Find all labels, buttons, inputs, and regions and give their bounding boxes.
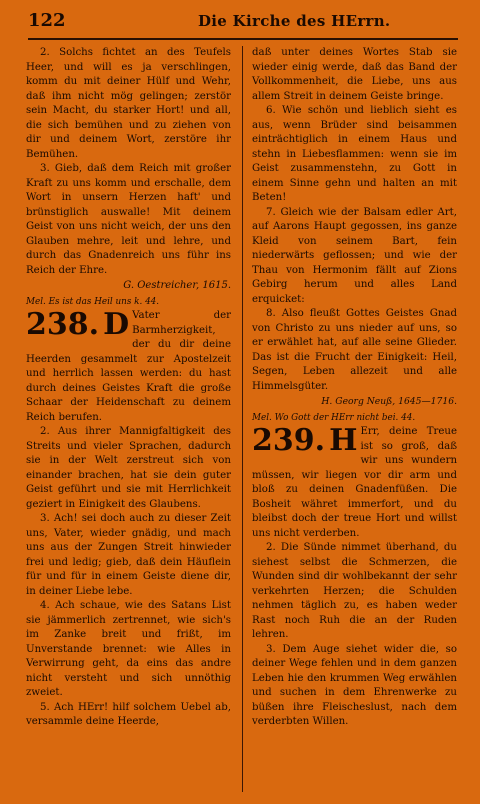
- verse-paragraph: 2. Solchs fichtet an des Teufels Heer, und will es ja verschlingen, komm du mit deiner Hülf und Wehr, daß ihm nicht mög gelingen; zerstör sein Macht, du starker Hort! und all, die sich bemühen und zu ziehen von dir und deinem Wort, zerstöre ihr Bemühen.: [26, 47, 231, 160]
- author-credit: H. Georg Neuß, 1645—1716.: [321, 396, 457, 407]
- verse-paragraph: 5. Ach HErr! hilf solchem Uebel ab, versammle deine Heerde,: [26, 701, 231, 727]
- column-divider: [242, 46, 243, 792]
- verse-paragraph: 2. Aus ihrer Mannigfaltigkeit des Streits und vieler Sprachen, dadurch sie in der Welt zerstreut sich von einander brachen, hat sie dein guter Geist geführt und sie mit Herrlichkeit geziert in Einigkeit des Glaubens.: [26, 426, 231, 510]
- verse-paragraph: 3. Gieb, daß dem Reich mit großer Kraft zu uns komm und erschalle, dem Wort in unsern Herzen haft' und brünstiglich auswalle! Mit deinem Geist von uns nicht weich, der uns den Glauben mehre, leit und lehre, und durch das Gnadenreich uns führ ins Reich der Ehre.: [26, 163, 231, 276]
- page-number: 122: [28, 10, 66, 31]
- drop-cap: D: [103, 307, 130, 342]
- verse-paragraph: Vater der Barmherzigkeit, der du dir deine Heerden gesammelt zur Apostelzeit und herrlich lassen werden: du hast durch deines Geistes Kraft die große Schaar der Heidenschaft zu deinem Reich berufen.: [26, 310, 231, 423]
- hymn-number: 238.: [26, 307, 100, 342]
- verse-paragraph: 2. Die Sünde nimmet überhand, du siehest selbst die Schmerzen, die Wunden sind dir wohlbekannt der sehr verkehrten Herzen; die Schulden nehmen täglich zu, es haben weder Rast noch Ruh die an der Ruden lehren.: [252, 542, 457, 640]
- author-credit: G. Oestreicher, 1615.: [123, 280, 231, 291]
- left-column: [26, 46, 231, 730]
- drop-cap: H: [329, 423, 358, 458]
- verse-paragraph: 3. Ach! sei doch auch zu dieser Zeit uns, Vater, wieder gnädig, und mach uns aus der Zungen Streit hinwieder frei und ledig; gieb, daß dein Häuflein für und für in einem Geiste diene dir, in deiner Liebe lebe.: [26, 513, 231, 597]
- verse-paragraph: 6. Wie schön und lieblich sieht es aus, wenn Brüder sind beisammen einträchtiglich in einem Haus und stehn in Liebesflammen: wenn sie im Geist zusammenstehn, zu Gott in einem Sinne gehn und halten an mit Beten!: [252, 105, 457, 203]
- hymn-239-start: [252, 425, 457, 541]
- right-column: [252, 46, 457, 730]
- page-header: [0, 0, 480, 40]
- hymn-number: 239.: [252, 423, 326, 458]
- melody-line: Mel. Es ist das Heil uns k. 44.: [26, 297, 160, 307]
- verse-paragraph: 7. Gleich wie der Balsam edler Art, auf Aarons Haupt gegossen, ins ganze Kleid von seinem Bart, fein niederwärts geflossen; und wie der Thau von Hermonim fällt auf Zions Gebirg herum und alles Land erquicket:: [252, 206, 457, 305]
- verse-paragraph: Err, deine Treue ist so groß, daß wir uns wundern müssen, wir liegen vor dir arm und bloß zu deinen Gnadenfüßen. Die Bosheit währet immerfort, und du bleibst doch der treue Hort und willst uns nicht verderben.: [252, 426, 457, 539]
- header-rule: [28, 38, 458, 40]
- verse-paragraph: 4. Ach schaue, wie des Satans List sie jämmerlich zertrennet, wie sich's im Zanke breit und frißt, im Unverstande brennet: wie Alles in Verwirrung geht, da eins das andre nicht versteht und sich unnöthig zweiet.: [26, 600, 231, 698]
- verse-paragraph: 8. Also fleußt Gottes Geistes Gnad von Christo zu uns nieder auf uns, so er erwählet hat, auf alle seine Glieder. Das ist die Frucht der Einigkeit: Heil, Segen, Leben allezeit und alle Himmelsgüter.: [252, 308, 457, 392]
- melody-line: Mel. Wo Gott der HErr nicht bei. 44.: [252, 413, 416, 423]
- verse-paragraph: daß unter deines Wortes Stab sie wieder einig werde, daß das Band der Vollkommenheit, die Liebe, uns aus allem Streit in deinem Geiste bringe.: [252, 47, 457, 102]
- running-title: Die Kirche des HErrn.: [198, 12, 391, 30]
- hymn-238-start: [26, 309, 231, 425]
- verse-paragraph: 3. Dem Auge siehet wider die, so deiner Wege fehlen und in dem ganzen Leben hie den krummen Weg erwählen und suchen in dem Ehrenwerke zu büßen ihre Fleischeslust, nach dem verderbten Willen.: [252, 643, 457, 727]
